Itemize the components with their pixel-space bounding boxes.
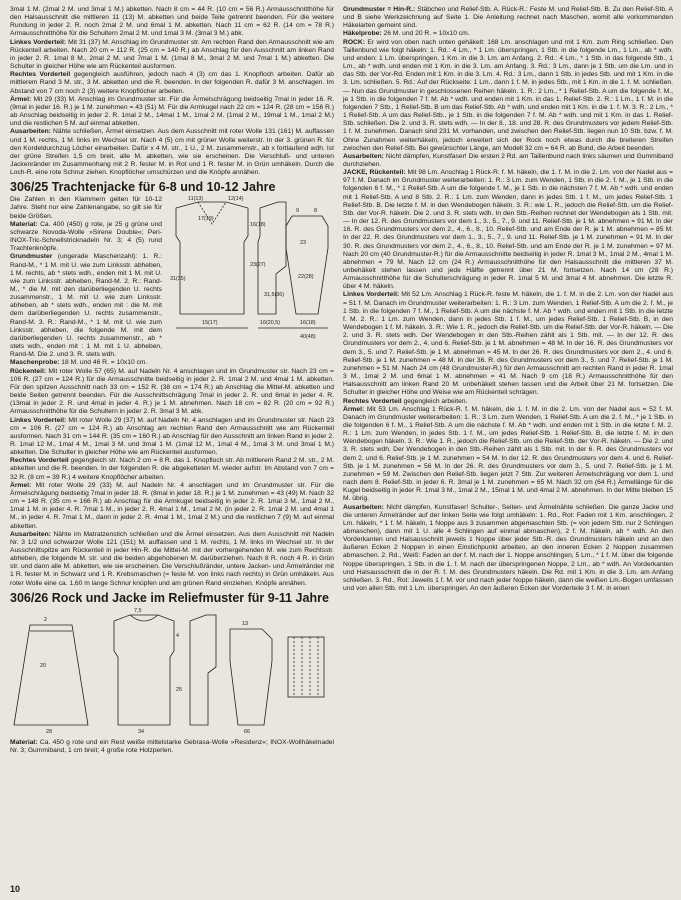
section-title-306-25: 306/25 Trachtenjacke für 6-8 und 10-12 Jahre — [10, 180, 276, 195]
instruction-paragraph — [10, 482, 334, 531]
sketch2-label: 13 — [242, 620, 248, 627]
paragraph-heading: Linkes Vorderteil: — [343, 291, 400, 299]
sketch1-label: 17(19) — [198, 216, 214, 223]
section-306-25-continued — [10, 359, 334, 587]
sketch2-label: 2 — [44, 616, 47, 623]
sketch2-label: 34 — [138, 728, 144, 735]
instruction-paragraph — [10, 368, 334, 417]
sketch1-label: 12(14) — [228, 196, 244, 203]
skirt-jacket-pattern-svg — [10, 607, 334, 737]
paragraph-heading: JACKE, Rückenteil: — [343, 169, 406, 177]
sketch1-label: 8 — [314, 208, 317, 215]
paragraph-text: Mit roter Wolle 29 (33) M. auf Nadeln Nr. 4 anschlagen und im Grundmuster str. Für die Ärmelschrägung beidseitig 7mal in jeder 18. R. (8mal in jeder 18. R.) je 1 M. zunehmen = 43 (49) M. Nach 32 cm = 148 R. (35 cm = 166 R.) ab Anschlag für die Armkugel beidseitig in jeder 2. R. 1mal 3 M., 1mal 2 M., 1mal 1 M. in jeder 4. R. 7mal 1 M., in jeder 2. R. 4mal 1 M., 1mal 2 M. (in jeder 2. R. 1mal 2 M. und 4mal 1 M., in jeder 4. R. 7mal 1 M., dann in jeder 2. R. 4mal 1 M., 1mal 2 M.) und die restlichen 7 (9) M. auf einmal abketten. — [10, 481, 335, 530]
paragraph-text: Nähte im Matratzenstich schließen und die Ärmel einsetzen. Aus dem Ausschnitt mit Nadeln Nr. 3 1/2 und schwarzer Wolle 121 (151) M. auffassen und 1 M. rechts, 1 M. links im Wechsel str. In der Ausschnittspitze am Rückenteil in jeder Hin-R. die Mittel-M. mit der vorhergehenden M. wie zum Rechtsstr. abheben, die folgende M. str. und die beiden abgehobenen M. darüberziehen. Nach 8 R. noch 4 R. in Grün str. und dann alle M. abketten, wie sie erscheinen. Die Verschlußränder, untere Jacken- und Ärmelränder mit 1 R. fester M. in Schwarz und 1 R. Krebsmaschen (= feste M. von links nach rechts) in Grün umhäkeln. Aus roter Wolle eine ca. 1,60 m lange Schnur knüpfen und am grünen Rand einziehen. Knöpfe annähen. — [10, 530, 334, 587]
right-column — [343, 6, 673, 593]
instruction-paragraph — [343, 291, 673, 397]
paragraph-text: Die Zahlen in den Klammern gelten für 10-12 Jahre. Steht nur eine Zahlenangabe, so gilt sie für beide Größen. — [10, 196, 162, 220]
sketch1-label: 11(13) — [188, 196, 204, 203]
paragraph-text: gegengleich ausführen, jedoch nach 4 (3) cm das 1. Knopfloch arbeiten. Dafür ab mittlerem Rand 3 M. str., 3 M. abketten und die R. beenden. In der folgenden R. dafür 3 M. anschlagen. Im Abstand von 7 cm noch 2 (3) weitere Knopflöcher arbeiten. — [10, 71, 334, 95]
paragraph-heading: Grundmuster = Hin-R.: — [343, 6, 416, 13]
sketch1-label: 16(20,5) — [260, 320, 281, 327]
paragraph-text: Er wird von oben nach unten gehäkelt: 168 Lm. anschlagen und mit 1 Km. zum Ring schließen. Den Taillenbund wie folgt häkeln: 1. Rd.: 4 Lm., * 1 Lm. überspringen, 1 Stb. in die folgende Lm., 1 Lm., ab * wdh. und enden: 1 Lm. überspringen, 1 Km. in die 3. Lm. am Anfang. 2. Rd.: 4 Lm., * 1 Stb. in das folgende Stb., 1 Lm., ab * wdh. und enden mit 1 Km. in die 3. Lm. am Anfang. 3. Rd.: 3 Lm., dann je 1 Stb. um die Lm. und in das Stb. der Vor-Rd. Enden mit 1 Km. in die 3. Lm. 4. Rd.: 3 Lm., dann 1 Stb. in jedes Stb. und mit 1 Km. in die 3. Lm. schließen. 5. Rd.: Auf der Rückseite: 1 Lm., dann 1 f. M. in jedes Stb., mit 1 Km. in die 1. f. M. schließen. — Nun das Grundmuster in geschlossenen Reihen häkeln. 1. R.: 2 Lm., * 1 Relief-Stb. A um die folgende f. M., je 1 Stb. in die folgenden 7 f. M. Ab * wdh. und enden mit 1 Km. in das 1. Relief-Stb. 2. R.: 1 Lm., 1 f. M. in die folgenden 7 Stb., 1 Relief-Stb. B um das Relief-Stb. Ab * wdh. und enden mit 1 Km. in die 1. f. M. 3. R.: 2 Lm., * 1 Relief-Stb. A um das Relief-Stb., je 1 Stb. in die folgenden 7 f. M. Ab * wdh. und mit 1 Km. in das 1. Relief-Stb. schließen. Die 2. und 3. R. stets wdh. — In der 8., 18. und 28. R. des Grundmusters vor jedem Relief-Stb. 1 f. M. zunehmen. Danach sind 231 M. vorhanden, und zwischen den Relief-Stb. liegen nun 10 Stb. bzw. f. M. Ohne Zunahmen weiterhäkeln, jedoch erweitert sich der Rock noch etwas durch die breiteren Streifen zwischen den Relief-Stb. Bei gewünschter Länge, am Modell 32 cm = 64 R. ab Bund, die Arbeit beenden. — [343, 38, 674, 152]
instruction-paragraph — [10, 71, 334, 95]
paragraph-text: Ca. 400 (450) g rote, je 25 g grüne und schwarze Novoda-Wolle »Sirene Double«; Peri-INOX-Tric-Schnellstricknadeln Nr. 3; 4 (5) rund Trachtenknöpfe. — [10, 220, 163, 253]
instruction-paragraph — [343, 6, 673, 30]
paragraph-heading: Rechtes Vorderteil — [10, 457, 69, 465]
instruction-paragraph — [10, 253, 162, 359]
paragraph-text: Mit roter Wolle 29 (37) M. auf Nadeln Nr. 4 anschlagen und im Grundmuster str. Nach 23 cm = 106 R. (27 cm = 124 R.) ab Anschlag am rechten Rand den Armausschnitt wie am Rückenteil ausformen. Nach 31 cm = 144 R. (35 cm = 160 R.) ab Anschlag für den Ausschnitt am linken Rand in jeder 2. R. 1mal 12 M., 1mal 4 M., 1mal 3 M. und 3mal 1 M. (1mal 12 M., 1mal 4 M., 1mal 3 M. und 3mal 1 M.) abketten. Die Schulter in gleicher Höhe wie am Rückenteil ausformen. — [10, 416, 334, 457]
paragraph-heading: Ausarbeiten: — [10, 128, 51, 136]
sketch1-label: 23 — [300, 240, 306, 247]
instruction-paragraph — [10, 457, 334, 481]
intro-text — [10, 6, 334, 177]
instruction-paragraph — [343, 504, 673, 594]
section-306-26-text — [10, 739, 334, 755]
sketch2-label: 7,5 — [134, 607, 142, 614]
paragraph-text: (ungerade Maschenzahl): 1. R.: Rand-M., * 1 M. mit U. wie zum Linksstr. abheben, 1 M. rechts, ab * stets wdh., enden mit 1 M. mit U. wie zum Linksstr. abheben, Rand-M. 2. R.: Rand-M., * die M. mit den darüberliegenden U. rechts zusammenstr., 1 M. mit U. wie zum Linksstr. abheben, ab * stets wdh., enden mit : die M. mit dem darüberliegenden U. rechts zusammenstr., Rand-M. 3. R.: Rand-M., * 1 M. mit U. wie zum Linksstr. abheben, die folgende M. mit dem darüberliegenden U. rechts zusammenstr., ab * stets wdh., enden mit : 1 M. mit 1 U. abheben, Rand-M. Die 2. und 3. R. stets wdh. — [10, 253, 162, 359]
sketch1-label: 31,5(36) — [264, 292, 285, 299]
section-306-25 — [10, 196, 334, 359]
paragraph-heading: Material: — [10, 738, 38, 746]
paragraph-heading: Material: — [10, 220, 38, 228]
paragraph-text: Mit roter Wolle 57 (65) M. auf Nadeln Nr. 4 anschlagen und im Grundmuster str. Nach 23 cm = 106 R. (27 cm = 124 R.) für die Armausschnitte beidseitig in jeder 2. R. 1mal 2 M. und 4mal 1 M. abketten. Für den spitzen Ausschnitt nach 33 cm = 152 R. (38 cm = 174 R.) ab Anschlag die Mittel-M. abketten und beide Seiten getrennt beenden. Für die Ausschnittschrägung 7mal in jeder 2. R. und 6mal in jeder 4. R. (13mal in jeder 2. R. und 4mal in jeder 4. R.) je 1 M. abnehmen. Nach 18 cm = 82 R. (20 cm = 92 R.) Armausschnitthöhe für die Schultern in jeder 2. R. 3mal 3 M. abk. — [10, 367, 334, 416]
sketch1-label: 23(27) — [250, 262, 266, 269]
paragraph-text: Mit 29 (33) M. Anschlag im Grundmuster str. Für die Ärmelschrägung beidseitig 7mal in jeder 16. R. (9mal in jeder 16. R.) je 1 M. zunehmen = 43 (51) M. Für die Armkugel nach 22 cm = 124 R. (28 cm = 156 R.) ab Anschlag beidseitig in jeder 2. R. 1mal 2 M., 14mal 1 M., 1mal 2 M. (1mal 2 M., 19mal 1 M., 1mal 2 M.) und die restlichen 5 M. auf einmal abketten. — [10, 95, 334, 128]
paragraph-text: Mit 53 Lm. Anschlag 1 Rück-R. f. M. häkeln, die 1. f. M. in die 2. Lm. von der Nadel aus = 52 f. M. Danach im Grundmuster weiterarbeiten: 1. R.: 3 Lm. zum Wenden, 1 Relief-Stb. A um die 2. f. M., * je 1 Stb. in die folgenden 6 f. M., 1 Relief-Stb. A um die nächste f. M. Ab * wdh. und enden mit 1 Stb. in die letzte f. M. 2. R.: 1 Lm. zum Wenden, in jedes Stb. 1 f. M., um jedes Relief-Stb. 1 Relief-Stb. B, die letzte f. M. in den Wendebogen häkeln. 3. R.: Wie 1. R., jedoch die Relief-Stb. um die Relief-Stb. der Vor-R. häkeln. — Die 2. und 3. R. stets wdh. Der Wendebogen in den Stb.-Reihen zählt als 1 Stb. mit. In der 6. R. des Grundmusters vor dem 2. und 6. Relief-Stb. je 1 M. zunehmen = 54 M. In der 12. R. des Grundmusters vor dem 4. und 6. Relief-Stb. je 1 M. zunehmen = 56 M. In der 26. R. des Grundmusters vor dem 3., 5. und 7. Relief-Stb. je 1 M. zunehmen = 59 M. Zwischen den Relief-Stb. liegen jetzt 7 Stb. Zur weiteren Ärmelschrägung vor dem 1. und nach dem 8. Relief-Stb. in jeder 6. R. 3mal je 1 M. zunehmen = 65 M. Nach 32 cm (64 R.) Ärmellänge für die Kugel beidseitig in jeder R. 1mal 3 M., 1mal 2 M., 15mal 1 M. und 4mal 2 M. abnehmen. In der Mitte bleiben 15 M. übrig. — [343, 405, 673, 503]
paragraph-text: gegengleich str. Nach 2 cm = 8 R. das 1. Knopfloch str. Ab mittlerem Rand 2 M. str., 2 M. abketten und die R. beenden. In der folgenden R. die abgeketteten M. wieder aufstr. Im Abstand von 7 cm = 32 R. (8 cm = 39 R.) 4 weitere Knopflöcher arbeiten. — [10, 457, 334, 481]
instruction-paragraph — [10, 359, 334, 367]
instruction-paragraph — [343, 30, 673, 38]
sketch2-label: 25 — [176, 686, 182, 693]
section-306-26 — [10, 607, 334, 737]
sketch2-label: 28 — [46, 728, 52, 735]
left-column — [10, 6, 334, 755]
page-number: 10 — [10, 884, 21, 894]
instruction-paragraph — [343, 39, 673, 153]
paragraph-text: Nicht dämpfen, Kunstfaser! Die ersten 2 Rd. am Taillenbund nach links säumen und Gummiband durchziehen. — [343, 152, 674, 168]
sketch1-label: 16(18) — [250, 222, 266, 229]
paragraph-heading: Ärmel: — [10, 481, 32, 489]
pattern-sketch-jacket — [168, 196, 334, 346]
instruction-paragraph — [10, 417, 334, 458]
sketch1-label: 22(28) — [298, 274, 314, 281]
paragraph-heading: Grundmuster — [10, 253, 53, 261]
paragraph-text: Mit 98 Lm. Anschlag 1 Rück-R. f. M. häkeln, die 1. f. M. in die 2. Lm. von der Nadel aus = 97 f. M. Danach im Grundmuster weiterarbeiten: 1. R.: 3 Lm. zum Wenden, 1 Stb. in die 2. f. M., je 1 Stb. in die folgenden 6 f. M., * 1 Relief-Stb. A um die folgende f. M., je 1 Stb. in die nächsten 7 f. M. Ab * wdh. und enden mit 1 Relief-Stb. A und 8 Stb. 2. R.: 1 Lm. zum Wenden, dann in jedes Stb. 1 f. M., um jedes Relief-Stb. 1 Relief-Stb. B. Die letzte f. M. in den Wendebogen häkeln. 3. R.: wie 1. R., jedoch die Relief-Stb. um die Relief-Stb. der Vor-R. häkeln. Die 2. und 3. R. stets wdh. In den Stb.-Reihen rechnet der Wendebogen als 1 Stb. mit. — In der 12. R. des Grundmusters vor dem 1., 3., 5., 7., 9. und 11. Relief-Stb. je 1 M. abnehmen = 91 M. In der 16. R. des Grundmusters vor dem 2., 4., 6., 8., 10. Relief-Stb. und am Ende der R. je 1 M. abnehmen = 85 M. In der 22. R. des Grundmusters vor dem 1., 3., 5., 7., 9. und 11. Relief-Stb. je 1 M. zunehmen = 91 M. In der 30. R. des Grundmusters vor dem 2., 4., 6., 8., 10. Relief-Stb. und am Ende der R. je 1 M. zunehmen = 97 M. Nach 20 cm (40 Grundmuster-R.) für die Armausschnitte beidseitig in jeder R. 1mal 3 M., 1mal 2 M., 4mal 1 M. abnehmen = 79 M. Nach 12 cm (24 R.) Armausschnitthöhe für den Halsausschnitt die mittleren 37 M. unbehäkelt stehen lassen und jede Hälfte getrennt über 21 M. fortsetzen. Nach 14 cm (28 R.) Armausschnitthöhe für die Schulterschrägung in jeder R. 1mal 5 M. und 3mal 4 M. abnehmen. Die letzte R. über 4 M. häkeln. — [343, 169, 674, 291]
paragraph-heading: Rückenteil: — [10, 367, 47, 375]
paragraph-heading: Häkelprobe: — [343, 30, 382, 38]
paragraph-text: Nicht dämpfen, Kunstfaser! Schulter-, Seiten- und Ärmelnähte schließen. Die ganze Jacke und die unteren Ärmelränder auf der linken Seite wie folgt umhäkeln: 1. Rd., Rot: Faden mit 1 Km. anschlingen, 2 Lm. häkeln, * 1 f. M. häkeln, 1 Noppe aus 3 zusammen abgemaschten Stb. (= von jedem Stb. nur 2 Schlingen abmaschen), dann mit 1 U. alle 4 Schlingen auf einmal abmaschen), 2 f. M. häkeln, ab * wdh. An den Vorderkanten und Halsausschnitt jeweils 1 Noppe über jeder Stb.-R. des Grundmusters häkeln und an den äußeren Ecken 2 Noppen in einen Einstichpunkt arbeiten, an den inneren Ecken 2 Noppen zusammen abmaschen. 2. Rd., Weiß: Faden an der f. M. nach der 1. Noppe anschlingen, 5 Lm., * 1 f. M. über die folgende Noppe überspringen, 1 Stb. in die 1. f. M. nach der überspringenen Noppe, 2 Lm., ab * wdh. An Vorderkanten und Halsausschnitt die in der R. f. M. des Grundmusters häkeln. Die Rd. mit 1 Km. in die 3. Lm. am Anfang schließen. 3. Rd., Rot: Jeweils 1 f. M. vor und nach jeder Noppe häkeln, dann die weißen Lm.-Bogen umfassen und von allen Stb. mit 1 Lm. überspringen. An den äußeren Ecken der Vorderteile 3 f. M. in einen — [343, 503, 673, 593]
instruction-paragraph — [10, 221, 162, 254]
paragraph-heading: Rechtes Vorderteil — [343, 397, 402, 405]
instruction-paragraph — [343, 398, 673, 406]
instruction-paragraph — [343, 406, 673, 504]
instruction-paragraph — [343, 153, 673, 169]
paragraph-heading: Ärmel: — [10, 95, 32, 103]
paragraph-heading: Linkes Vorderteil: — [10, 416, 67, 424]
instruction-paragraph — [10, 39, 334, 72]
paragraph-text: Mit 52 Lm. Anschlag 1 Rück-R. feste M. häkeln, die 1. f. M. in die 2. Lm. von der Nadel aus = 51 f. M. Danach im Grundmuster weiterarbeiten: 1. R.: 3 Lm. zum Wenden, 1 Relief-Stb. A um die 2. f. M., je 1 Stb. in die folgenden 7 f. M., 1 Relief-Stb. A um die nächste f. M. Ab * wdh. und enden mit 1 Stb. in die letzte f. M. 2. R.: 1 Lm. zum Wenden, dann in jedes Stb. 1 f. M., um jedes Relief-Stb. 1 Relief-Stb. B, in den Wendebogen 1 f. M. häkeln. 3. R.: Wie 1. R., jedoch die Relief-Stb. um die Relief-Stb. der Vor-R. häkeln. — Die 2. und 3. R. stets wdh. Der Wendebogen in den Stb.-Reihen zählt als 1 Stb. mit. — In der 12. R. des Grundmusters vor dem 2., 4. und 6. Relief-Stb. je 1 M. abnehmen = 48 M. In der 16. R. des Grundmusters vor dem 3., 5. und 7. Relief-Stb. je 1 M. abnehmen = 45 M. In der 26. R. des Grundmusters vor dem 2., 4. und 6. Relief-Stb. je 1 M. zunehmen = 48 M. In der 36. R. des Grundmusters vor dem 3., 5. und 7. Relief-Stb. je 1 M. zunehmen = 51 M. Nach 24 cm (48 Grundmuster-R.) für den Armausschnitt am rechten Rand in jeder R. 1mal 3 M., 1mal 2 M. und 6mal 1 M. abnehmen = 41 M. Nach 9 cm (18 R.) Armausschnitthöhe für den Halsausschnitt am linken Rand 20 M. unbehäkelt stehen lassen und die Arbeit über 21 M. fortsetzen. Die Schulter in gleicher Höhe und Weise wie am Rückenteil schrägen. — [343, 291, 673, 397]
instruction-paragraph — [10, 739, 334, 755]
instruction-paragraph — [10, 96, 334, 129]
sketch2-label: 20 — [40, 662, 46, 669]
section-306-25-text — [10, 196, 162, 359]
paragraph-heading: Ausarbeiten: — [10, 530, 51, 538]
jacket-pattern-svg — [168, 196, 334, 346]
paragraph-text: Stäbchen und Relief-Stb. A. Rück-R.: Feste M. und Relief-Stb. B. Zu den Relief-Stb. A und B siehe Werkzeichnung auf Seite 1. Die Anleitung rechnet nach Maschen, womit alle vorkommenden Häkelarten gemeint sind. — [343, 6, 674, 30]
paragraph-text: 18 M. und 46 R. = 10x10 cm. — [61, 359, 148, 367]
instruction-paragraph — [10, 6, 334, 39]
section-title-306-26: 306/26 Rock und Jacke im Reliefmuster für 9-11 Jahre — [10, 590, 329, 605]
paragraph-text: Nähte schließen, Ärmel einsetzen. Aus dem Ausschnitt mit roter Wolle 131 (161) M. auffassen und 1 M. rechts, 1 M. links im Wechsel str. Nach 4 (5) cm mit grüner Wolle weiterstr. In der 3. grünen R. für den Kordeldurchzug Löcher einarbeiten. Dafür x 4 M. str., 1 U., 2 M. zusammenstr., ab x fortlaufend wdh. Ist der grüne Streifen 1,5 cm breit, alle M. abketten, wie sie erscheinen. Die Verschluß- und unteren Jackenränder im Zusammenhang mit 2 R. fester M. in Rot und 1 R. fester M. in Grün umhäkeln. Durch die Loch-R. eine rote Schnur ziehen. Knopflöcher umschürzen und die Knöpfe annähen. — [10, 128, 335, 177]
sketch1-label: 16(18) — [300, 320, 316, 327]
instruction-paragraph — [10, 128, 334, 177]
instruction-paragraph — [343, 169, 673, 291]
sketch1-label: 40(48) — [300, 334, 316, 341]
sketch1-label: 31(35) — [170, 276, 186, 283]
paragraph-heading: Ausarbeiten: — [343, 503, 384, 511]
paragraph-text: gegengleich arbeiten. — [403, 397, 468, 405]
pattern-sketch-skirt-jacket — [10, 607, 334, 737]
instruction-paragraph — [10, 196, 162, 220]
sketch2-label: 66 — [244, 728, 250, 735]
paragraph-heading: Ärmel: — [343, 405, 365, 413]
sketch1-label: 9 — [296, 208, 299, 215]
paragraph-text: 26 M. und 20 R. = 10x10 cm. — [383, 30, 470, 38]
paragraph-text: 3mal 1 M. (2mal 2 M. und 3mal 1 M.) abketten. Nach 8 cm = 44 R. (10 cm = 56 R.) Armausschnitthöhe für den Halsausschnitt die mittleren 11 (13) M. abketten und beide Teile getrennt beenden. Für die weitere Rundung in jeder 2. R. noch 2mal 2 M. und 6mal 1 M. abketten. Nach 11 cm = 62 R. (14 cm = 78 R.) Armausschnitthöhe für die Schultern 2mal 2 M. und 1mal 3 M. (3mal 3 M.) abk. — [10, 6, 334, 38]
paragraph-heading: Linkes Vorderteil: — [10, 38, 67, 46]
paragraph-heading: Rechtes Vorderteil — [10, 71, 71, 79]
instruction-paragraph — [10, 531, 334, 588]
sketch1-label: 15(17) — [202, 320, 218, 327]
paragraph-heading: ROCK: — [343, 38, 365, 46]
sketch2-label: 4 — [176, 632, 179, 639]
paragraph-text: Mit 31 (37) M. Anschlag im Grundmuster str. Am rechten Rand den Armausschnitt wie am Rückenteil arbeiten. Nach 20 cm = 112 R. (25 cm = 140 R.) ab Anschlag für den Ausschnitt am linken Rand in jeder 2. R. 1mal 8 M., 2mal 2 M. und 7mal 1 M. (1mal 8 M., 3mal 2 M. und 7mal 1 M.) abketten. Die Schulter in gleicher Höhe wie am Rückenteil ausformen. — [10, 38, 334, 71]
paragraph-text: Ca. 450 g rote und ein Rest weiße mittelstarke Gebrasa-Wolle »Residenz«; INOX-Wollhäkelnadel Nr. 3; Gummiband, 1 cm breit; 4 große rote Holzperlen. — [10, 738, 335, 754]
paragraph-heading: Ausarbeiten: — [343, 152, 384, 160]
paragraph-heading: Maschenprobe: — [10, 359, 60, 367]
